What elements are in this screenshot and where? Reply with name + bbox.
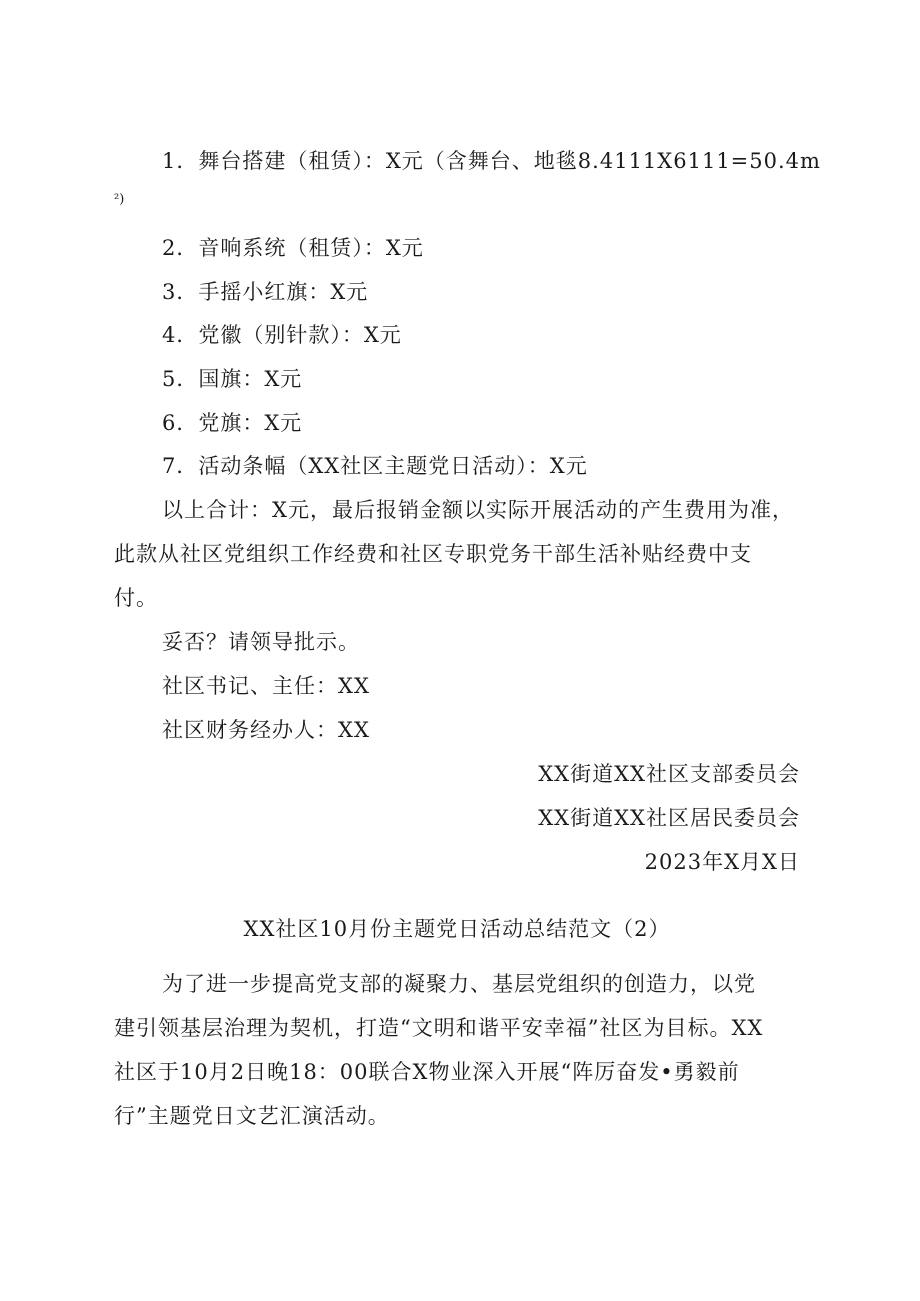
expense-item-6: 6．党旗：X元 [162,411,303,435]
signature-branch-committee: XX街道XX社区支部委员会 [538,762,800,786]
expense-item-7: 7．活动条幅（XX社区主题党日活动）：X元 [162,454,588,478]
expense-item-3: 3．手摇小红旗：X元 [162,280,369,304]
expense-item-1: 1．舞台搭建（租赁）：X元（含舞台、地毯8.4111X6111=50.4m [162,149,821,173]
total-line-3: 付。 [114,586,158,610]
document-date: 2023年X月X日 [644,850,800,874]
finance-signoff: 社区财务经办人：XX [162,718,370,742]
section-title: XX社区10月份主题党日活动总结范文（2） [243,917,671,941]
total-line-2: 此款从社区党组织工作经费和社区专职党务干部生活补贴经费中支 [114,542,752,566]
summary-line-2: 建引领基层治理为契机，打造“文明和谐平安幸福”社区为目标。XX [114,1016,764,1040]
summary-line-3: 社区于10月2日晚18：00联合X物业深入开展“阵厉奋发•勇毅前 [114,1060,740,1084]
summary-line-4: 行”主题党日文艺汇演活动。 [114,1104,390,1128]
total-line-1: 以上合计：X元，最后报销金额以实际开展活动的产生费用为准， [162,498,794,522]
signature-residents-committee: XX街道XX社区居民委员会 [538,806,800,830]
summary-line-1: 为了进一步提高党支部的凝聚力、基层党组织的创造力，以党 [162,972,756,996]
expense-item-2: 2．音响系统（租赁）：X元 [162,236,424,260]
expense-item-5: 5．国旗：X元 [162,367,303,391]
approval-request: 妥否？请领导批示。 [162,630,360,654]
secretary-signoff: 社区书记、主任：XX [162,674,370,698]
expense-item-4: 4．党徽（别针款）：X元 [162,323,402,347]
expense-item-1-tail: ²) [114,192,125,207]
